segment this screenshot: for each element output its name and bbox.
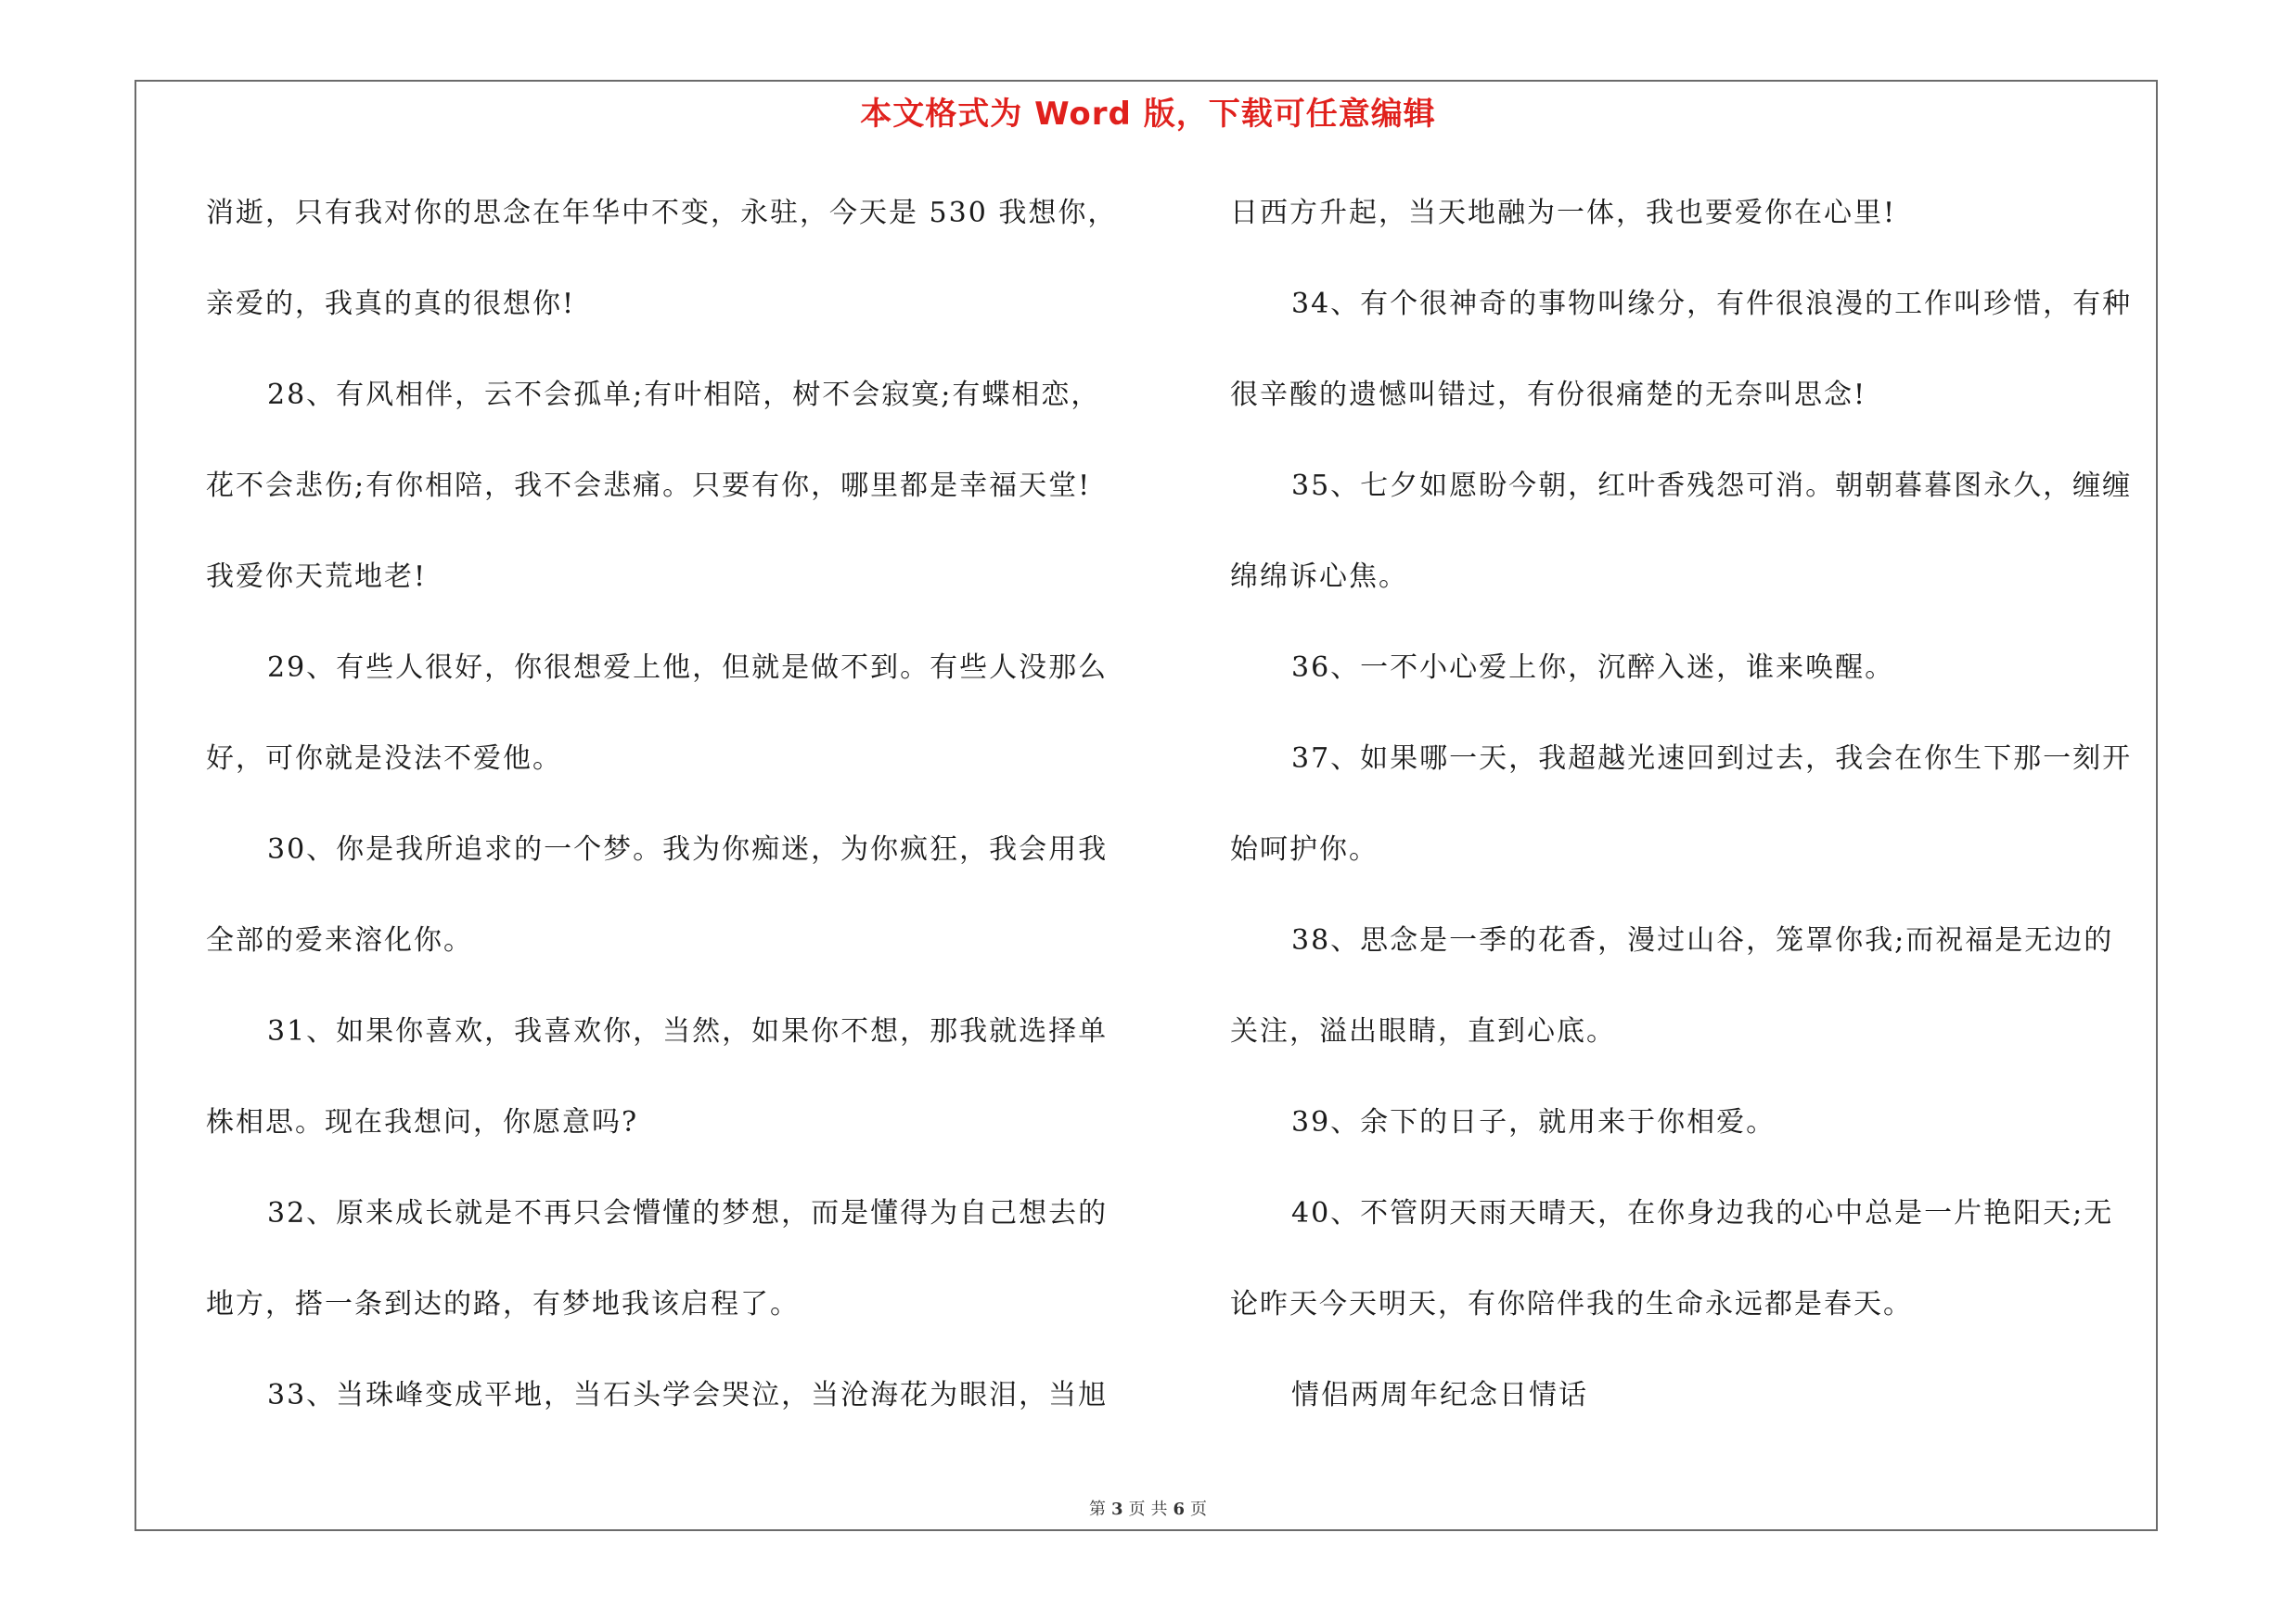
- text-line: 我爱你天荒地老!: [206, 560, 428, 593]
- footer-total-pages: 6: [1173, 1500, 1186, 1519]
- left-column: [206, 186, 1134, 1459]
- text-line: 32、原来成长就是不再只会懵懂的梦想，而是懂得为自己想去的: [267, 1197, 1109, 1230]
- text-line: 地方，搭一条到达的路，有梦地我该启程了。: [206, 1288, 800, 1320]
- text-line: 30、你是我所追求的一个梦。我为你痴迷，为你疯狂，我会用我: [267, 833, 1109, 866]
- text-line: 40、不管阴天雨天晴天，在你身边我的心中总是一片艳阳天;无: [1291, 1197, 2114, 1230]
- footer-suffix: 页: [1190, 1500, 1208, 1519]
- text-line: 很辛酸的遗憾叫错过，有份很痛楚的无奈叫思念!: [1230, 379, 1867, 411]
- footer-total-prefix: 共: [1150, 1500, 1168, 1519]
- text-line: 好，可你就是没法不爱他。: [206, 742, 562, 775]
- text-line: 31、如果你喜欢，我喜欢你，当然，如果你不想，那我就选择单: [267, 1015, 1109, 1048]
- text-line: 33、当珠峰变成平地，当石头学会哭泣，当沧海花为眼泪，当旭: [267, 1379, 1109, 1411]
- text-line: 28、有风相伴，云不会孤单;有叶相陪，树不会寂寞;有蝶相恋，: [267, 379, 1101, 411]
- text-line: 36、一不小心爱上你，沉醉入迷，谁来唤醒。: [1291, 651, 1895, 684]
- text-line: 日西方升起，当天地融为一体，我也要爱你在心里!: [1230, 197, 1897, 229]
- footer-page-word: 页: [1128, 1500, 1146, 1519]
- text-line: 情侣两周年纪念日情话: [1291, 1379, 1588, 1411]
- text-line: 35、七夕如愿盼今朝，红叶香残怨可消。朝朝暮暮图永久，缠缠: [1291, 470, 2133, 502]
- text-line: 29、有些人很好，你很想爱上他，但就是做不到。有些人没那么: [267, 651, 1109, 684]
- text-line: 37、如果哪一天，我超越光速回到过去，我会在你生下那一刻开: [1291, 742, 2133, 775]
- word-format-banner: 本文格式为 Word 版，下载可任意编辑: [860, 96, 1436, 133]
- text-line: 亲爱的，我真的真的很想你!: [206, 288, 576, 320]
- text-line: 关注，溢出眼睛，直到心底。: [1230, 1015, 1616, 1048]
- text-line: 全部的爱来溶化你。: [206, 924, 473, 957]
- text-line: 38、思念是一季的花香，漫过山谷，笼罩你我;而祝福是无边的: [1291, 924, 2114, 957]
- text-line: 39、余下的日子，就用来于你相爱。: [1291, 1106, 1777, 1139]
- text-line: 34、有个很神奇的事物叫缘分，有件很浪漫的工作叫珍惜，有种: [1291, 288, 2133, 320]
- text-line: 论昨天今天明天，有你陪伴我的生命永远都是春天。: [1230, 1288, 1913, 1320]
- text-line: 花不会悲伤;有你相陪，我不会悲痛。只要有你，哪里都是幸福天堂!: [206, 470, 1092, 502]
- footer-current-page: 3: [1110, 1500, 1123, 1519]
- text-line: 始呵护你。: [1230, 833, 1379, 866]
- page-number-footer: [0, 1496, 2296, 1520]
- text-line: 绵绵诉心焦。: [1230, 560, 1408, 593]
- right-column: [1230, 186, 2158, 1459]
- text-line: 消逝，只有我对你的思念在年华中不变，永驻，今天是 530 我想你，: [206, 197, 1118, 229]
- text-line: 株相思。现在我想问，你愿意吗?: [206, 1106, 639, 1139]
- footer-prefix: 第: [1088, 1500, 1106, 1519]
